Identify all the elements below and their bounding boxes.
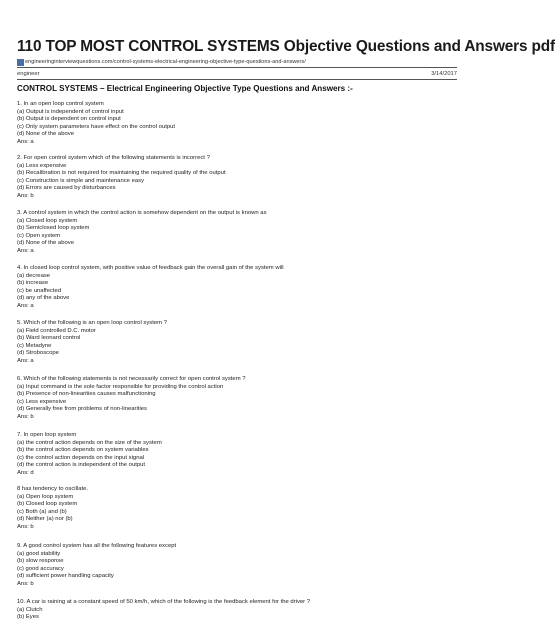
question-line: (a) Open loop system bbox=[17, 493, 74, 500]
question-line: (a) decrease bbox=[17, 272, 51, 279]
question-line: Ans: a bbox=[17, 302, 34, 309]
author-label: engineer bbox=[17, 71, 40, 77]
question-line: (d) None of the above bbox=[17, 131, 74, 138]
question-line: Ans: b bbox=[17, 580, 34, 587]
question-line: (b) Ward leonard control bbox=[17, 335, 81, 342]
question-block bbox=[17, 543, 176, 588]
question-line: (a) Clutch bbox=[17, 606, 43, 613]
question-line: Ans: b bbox=[17, 192, 34, 199]
question-line: Ans: a bbox=[17, 138, 34, 145]
question-line: (b) increase bbox=[17, 280, 49, 287]
question-line: (b) Eyes bbox=[17, 614, 39, 621]
document-title: 110 TOP MOST CONTROL SYSTEMS Objective Questions and Answers pdf bbox=[17, 38, 555, 55]
question-line: (c) Construction is simple and maintenance easy bbox=[17, 177, 145, 184]
question-line: (a) Closed loop system bbox=[17, 217, 78, 224]
question-line: (d) Errors are caused by disturbances bbox=[17, 185, 116, 192]
header-divider-bottom bbox=[17, 79, 457, 80]
question-text: 10. A car is raining at a constant speed of 50 km/h, which of the following is the feedback element for the driver ? bbox=[17, 599, 311, 605]
question-text: 1. In an open loop control system bbox=[17, 101, 104, 107]
date-label: 3/14/2017 bbox=[431, 71, 457, 77]
question-line: (c) the control action depends on the input signal bbox=[17, 454, 145, 461]
question-line: (c) Less expensive bbox=[17, 398, 67, 405]
question-block bbox=[17, 101, 175, 146]
question-line: (d) Stroboscope bbox=[17, 350, 59, 357]
header-divider-top bbox=[17, 67, 457, 68]
question-line: (c) Only system parameters have effect on the control output bbox=[17, 123, 176, 130]
question-line: (b) Semiclosed loop system bbox=[17, 225, 90, 232]
question-line: (a) good stability bbox=[17, 550, 61, 557]
question-line: (d) None of the above bbox=[17, 240, 74, 247]
question-line: (b) Closed loop system bbox=[17, 501, 78, 508]
question-line: (b) Output is dependent on control input bbox=[17, 116, 121, 123]
question-line: (a) Less expensive bbox=[17, 162, 67, 169]
question-line: Ans: b bbox=[17, 413, 34, 420]
question-text: 4. In closed loop control system, with positive value of feedback gain the overall gain of the system will bbox=[17, 265, 284, 271]
question-line: (a) Input command is the sole factor responsible for providing the control action bbox=[17, 383, 224, 390]
question-line: (a) Output is independent of control input bbox=[17, 108, 124, 115]
url-row bbox=[17, 58, 306, 66]
question-text: 6. Which of the following statements is not necessarily correct for open control system ? bbox=[17, 376, 246, 382]
question-text: 2. For open control system which of the following statements is incorrect ? bbox=[17, 155, 210, 161]
question-line: (d) Neither (a) nor (b) bbox=[17, 516, 73, 523]
source-url[interactable]: engineeringinterviewquestions.com/control-systems-electrical-engineering-objective-type-questions-and-answers/ bbox=[25, 59, 306, 65]
question-line: (c) be unaffected bbox=[17, 287, 62, 294]
question-block bbox=[17, 210, 267, 255]
question-block bbox=[17, 599, 310, 622]
question-line: (d) the control action is independent of the output bbox=[17, 462, 146, 469]
question-text: 9. A good control system has all the following features except bbox=[17, 543, 177, 549]
question-text: 3. A control system in which the control action is somehow dependent on the output is known as bbox=[17, 210, 267, 216]
question-line: (c) Open system bbox=[17, 232, 61, 239]
section-heading: CONTROL SYSTEMS – Electrical Engineering Objective Type Questions and Answers :- bbox=[17, 84, 353, 93]
question-line: (c) Metadyne bbox=[17, 342, 52, 349]
question-line: (c) good accuracy bbox=[17, 565, 64, 572]
question-block bbox=[17, 155, 226, 200]
question-line: (d) any of the above bbox=[17, 295, 70, 302]
question-block bbox=[17, 376, 246, 421]
question-line: Ans: a bbox=[17, 247, 34, 254]
question-block bbox=[17, 432, 162, 477]
question-line: (d) Generally free from problems of non-linearities bbox=[17, 406, 147, 413]
question-line: (b) slow response bbox=[17, 558, 64, 565]
question-line: Ans: d bbox=[17, 469, 34, 476]
question-line: Ans: a bbox=[17, 357, 34, 364]
question-text: 7. In open loop system bbox=[17, 432, 77, 438]
question-line: (b) Recalibration is not required for maintaining the required quality of the output bbox=[17, 170, 226, 177]
question-line: (a) the control action depends on the size of the system bbox=[17, 439, 162, 446]
question-line: (a) Field controlled D.C. motor bbox=[17, 327, 96, 334]
question-text: 8 has tendency to oscillate. bbox=[17, 486, 89, 492]
question-block bbox=[17, 486, 88, 531]
link-icon bbox=[17, 59, 24, 66]
question-line: (b) Presence of non-linearities causes malfunctioning bbox=[17, 391, 156, 398]
question-line: (d) sufficient power handling capacity bbox=[17, 573, 114, 580]
question-line: Ans: b bbox=[17, 523, 34, 530]
question-line: (c) Both (a) and (b) bbox=[17, 508, 67, 515]
question-text: 5. Which of the following is an open loop control system ? bbox=[17, 320, 167, 326]
question-block bbox=[17, 265, 284, 310]
question-block bbox=[17, 320, 167, 365]
question-line: (b) the control action depends on system variables bbox=[17, 447, 149, 454]
